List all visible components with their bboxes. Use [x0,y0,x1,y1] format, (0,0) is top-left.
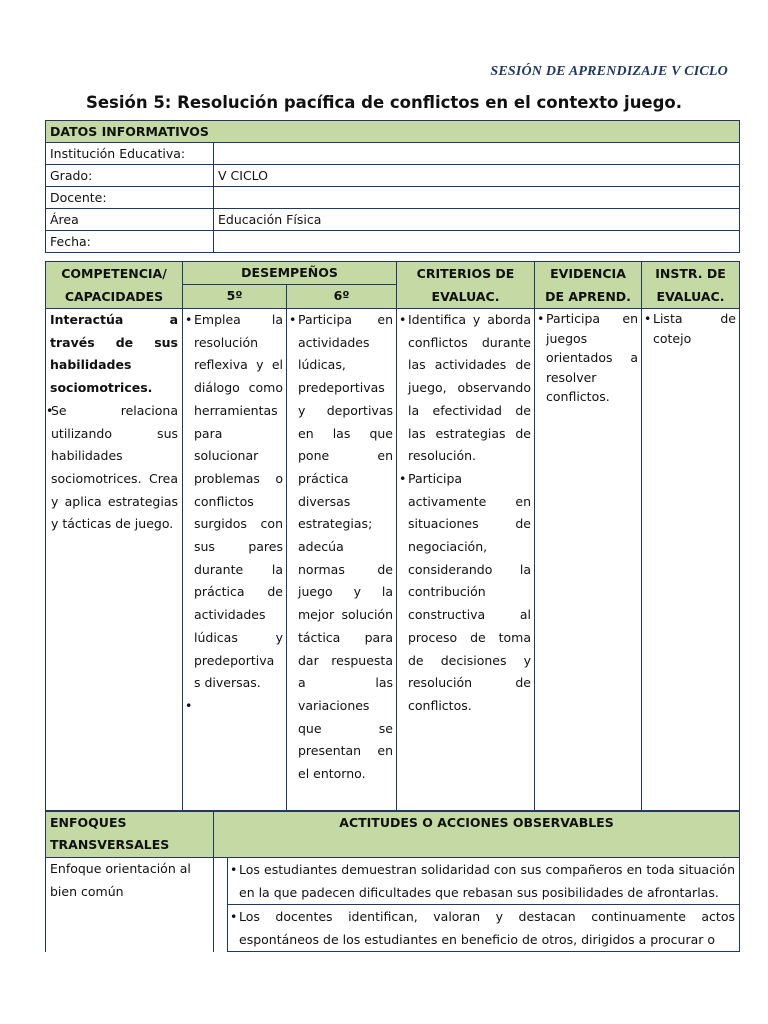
series-label: SESIÓN DE APRENDIZAJE V CICLO [490,64,728,79]
datos-table [45,120,740,253]
actitudes-heading: ACTITUDES O ACCIONES OBSERVABLES [214,812,740,858]
datos-row [46,209,740,231]
header-evidencia: EVIDENCIA DE APREND. [535,262,642,309]
datos-label: Institución Educativa: [46,143,214,165]
header-criterios: CRITERIOS DE EVALUAC. [397,262,535,309]
competencia-cell [46,309,183,811]
header-desempenos: DESEMPEÑOS [183,262,397,285]
planning-table [45,261,740,811]
accion-cell [228,858,740,905]
enfoque-cell: Enfoque orientación al bien común [46,858,214,952]
desempeno-5-item: • Emplea la resolución reflexiva y el diálogo como herramientas para solucionar problemas o conflictos surgidos con sus pares durante la práctica de actividades lúdicas y predeportiva s diversas. [185,309,283,695]
datos-heading: DATOS INFORMATIVOS [46,121,740,143]
header-grado-6: 6º [287,285,397,309]
header-instrumento: INSTR. DE EVALUAC. [642,262,740,309]
datos-row [46,231,740,253]
desempeno-5-cell [183,309,287,811]
desempeno-6-item: • Participa en actividades lúdicas, predeportivas y deportivas en las que pone en práctica diversas estrategias; adecúa normas de juego y la mejor solución táctica para dar respuesta a las variaciones que se presentan en el entorno. [289,309,393,786]
desempeno-5-item [185,695,283,717]
datos-row [46,143,740,165]
header-grado-5: 5º [183,285,287,309]
instrumento-cell [642,309,740,811]
datos-value: V CICLO [214,165,740,187]
desempeno-6-cell [287,309,397,811]
datos-label: Grado: [46,165,214,187]
evidencia-cell [535,309,642,811]
capacidades-list [50,400,178,536]
accion-item: • Los docentes identifican, valoran y destacan continuamente actos espontáneos de los estudiantes en beneficio de otros, dirigidos a procurar o [230,905,735,951]
accion-item: • Los estudiantes demuestran solidaridad con sus compañeros en toda situación en la que padecen dificultades que rebasan sus posibilidades de afrontarlas. [230,858,735,904]
datos-label: Fecha: [46,231,214,253]
datos-value: Educación Física [214,209,740,231]
competencia-title: Interactúa a través de sus habilidades sociomotrices. [50,312,178,396]
accion-cell [228,905,740,952]
datos-row [46,187,740,209]
enfoques-heading: ENFOQUES TRANSVERSALES [46,812,214,858]
evidencia-item: • Participa en juegos orientados a resolver conflictos. [537,309,638,407]
datos-value [214,231,740,253]
criterio-item: • Participa activamente en situaciones de negociación, considerando la contribución constructiva al proceso de toma de decisiones y resolución de conflictos. [399,468,531,718]
session-title: Sesión 5: Resolución pacífica de conflictos en el contexto juego. [85,93,683,112]
enfoques-table [45,811,740,952]
criterios-cell [397,309,535,811]
criterio-item: • Identifica y aborda conflictos durante las actividades de juego, observando la efectividad de las estrategias de resolución. [399,309,531,468]
datos-value [214,187,740,209]
datos-row [46,165,740,187]
capacidad-item: • Se relaciona utilizando sus habilidades sociomotrices. Crea y aplica estrategias y tácticas de juego. [46,400,178,536]
header-competencia: COMPETENCIA/ CAPACIDADES [46,262,183,309]
datos-label: Área [46,209,214,231]
datos-label: Docente: [46,187,214,209]
datos-value [214,143,740,165]
instrumento-item: • Lista de cotejo [644,309,736,349]
